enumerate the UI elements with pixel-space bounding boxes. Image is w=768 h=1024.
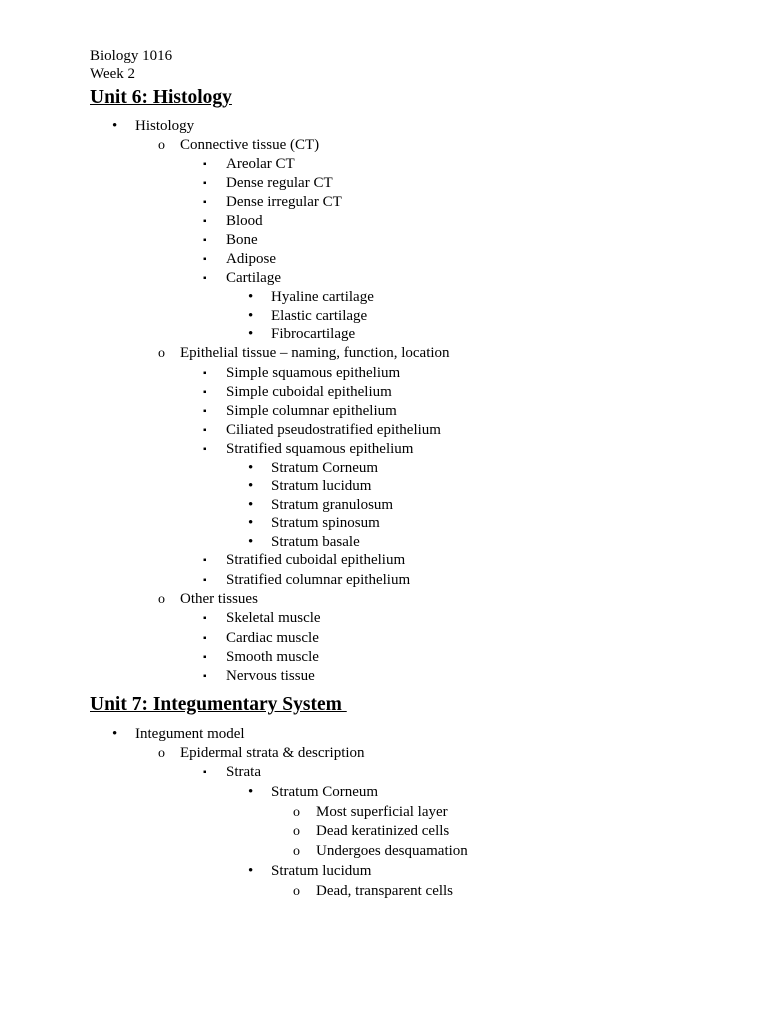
- list-item: ▪ Strata: [203, 764, 261, 780]
- unit7-heading: Unit 7: Integumentary System: [90, 694, 347, 715]
- bullet-icon: •: [112, 726, 118, 742]
- list-item: • Stratum spinosum: [248, 515, 380, 531]
- bullet-icon: •: [248, 533, 254, 550]
- list-item: ▪ Areolar CT: [203, 156, 295, 172]
- list-item: ▪ Stratified squamous epithelium: [203, 440, 414, 457]
- bullet-icon: •: [248, 496, 254, 513]
- list-item: o Other tissues: [158, 591, 258, 607]
- square-bullet-icon: ▪: [203, 235, 207, 246]
- list-item: o Dead, transparent cells: [293, 883, 454, 899]
- list-item: ▪ Simple squamous epithelium: [203, 364, 401, 381]
- bullet-icon: •: [248, 326, 254, 342]
- list-item: o Undergoes desquamation: [293, 843, 468, 859]
- bullet-icon: •: [112, 118, 118, 134]
- list-item: o Dead keratinized cells: [293, 823, 450, 839]
- circle-bullet-icon: o: [158, 746, 165, 761]
- square-bullet-icon: ▪: [203, 575, 207, 586]
- week-label: Week 2: [90, 66, 136, 82]
- square-bullet-icon: ▪: [203, 386, 207, 398]
- list-item: ▪ Ciliated pseudostratified epithelium: [203, 421, 441, 438]
- list-item: • Elastic cartilage: [248, 307, 368, 324]
- list-item: o Most superficial layer: [293, 804, 448, 820]
- list-item: • Stratum Corneum: [248, 784, 379, 800]
- list-item: ▪ Skeletal muscle: [203, 610, 321, 626]
- circle-bullet-icon: o: [158, 138, 165, 153]
- list-item: • Fibrocartilage: [248, 326, 356, 342]
- square-bullet-icon: ▪: [203, 254, 207, 265]
- bullet-icon: •: [248, 784, 254, 800]
- course-name: Biology 1016: [90, 48, 173, 64]
- unit6-heading: Unit 6: Histology: [90, 87, 232, 108]
- square-bullet-icon: ▪: [203, 367, 207, 379]
- square-bullet-icon: ▪: [203, 555, 207, 566]
- square-bullet-icon: ▪: [203, 405, 207, 417]
- list-item: o Connective tissue (CT): [158, 137, 320, 153]
- square-bullet-icon: ▪: [203, 443, 207, 455]
- list-item: • Stratum Corneum: [248, 459, 379, 476]
- list-item: ▪ Nervous tissue: [203, 668, 315, 684]
- square-bullet-icon: ▪: [203, 159, 207, 170]
- list-item: • Stratum basale: [248, 533, 360, 550]
- list-item: ▪ Dense regular CT: [203, 175, 333, 191]
- square-bullet-icon: ▪: [203, 767, 207, 778]
- square-bullet-icon: ▪: [203, 424, 207, 436]
- list-item: • Histology: [112, 118, 195, 134]
- list-item: ▪ Stratified columnar epithelium: [203, 572, 411, 588]
- bullet-icon: •: [248, 478, 254, 494]
- list-item: ▪ Simple cuboidal epithelium: [203, 383, 392, 400]
- list-item: ▪ Cardiac muscle: [203, 630, 319, 646]
- bullet-icon: •: [248, 307, 254, 324]
- list-item: ▪ Dense irregular CT: [203, 194, 342, 210]
- square-bullet-icon: ▪: [203, 178, 207, 189]
- circle-bullet-icon: o: [293, 805, 300, 820]
- document-page: [90, 47, 710, 901]
- list-item: • Stratum lucidum: [248, 478, 372, 494]
- list-item: • Stratum lucidum: [248, 863, 372, 879]
- square-bullet-icon: ▪: [203, 273, 207, 284]
- list-item: o Epithelial tissue – naming, function, location: [158, 344, 450, 361]
- square-bullet-icon: ▪: [203, 633, 207, 644]
- list-item: ▪ Blood: [203, 213, 263, 229]
- list-item: ▪ Stratified cuboidal epithelium: [203, 552, 406, 568]
- list-item: • Stratum granulosum: [248, 496, 394, 513]
- bullet-icon: •: [248, 289, 254, 305]
- square-bullet-icon: ▪: [203, 652, 207, 663]
- square-bullet-icon: ▪: [203, 216, 207, 227]
- list-item: o Epidermal strata & description: [158, 745, 365, 761]
- unit6-outline: [90, 117, 710, 686]
- square-bullet-icon: ▪: [203, 613, 207, 624]
- list-item: ▪ Bone: [203, 232, 258, 248]
- list-item: ▪ Adipose: [203, 251, 276, 267]
- circle-bullet-icon: o: [293, 884, 300, 899]
- unit7-outline: [90, 725, 710, 901]
- list-item: • Hyaline cartilage: [248, 289, 374, 305]
- bullet-icon: •: [248, 863, 254, 879]
- bullet-icon: •: [248, 515, 254, 531]
- circle-bullet-icon: o: [293, 844, 300, 859]
- list-item: ▪ Simple columnar epithelium: [203, 402, 397, 419]
- square-bullet-icon: ▪: [203, 197, 207, 208]
- list-item: ▪ Smooth muscle: [203, 649, 319, 665]
- list-item: ▪ Cartilage: [203, 270, 281, 286]
- circle-bullet-icon: o: [293, 824, 300, 839]
- circle-bullet-icon: o: [158, 592, 165, 607]
- bullet-icon: •: [248, 459, 254, 476]
- square-bullet-icon: ▪: [203, 671, 207, 682]
- circle-bullet-icon: o: [158, 345, 165, 361]
- list-item: • Integument model: [112, 726, 245, 742]
